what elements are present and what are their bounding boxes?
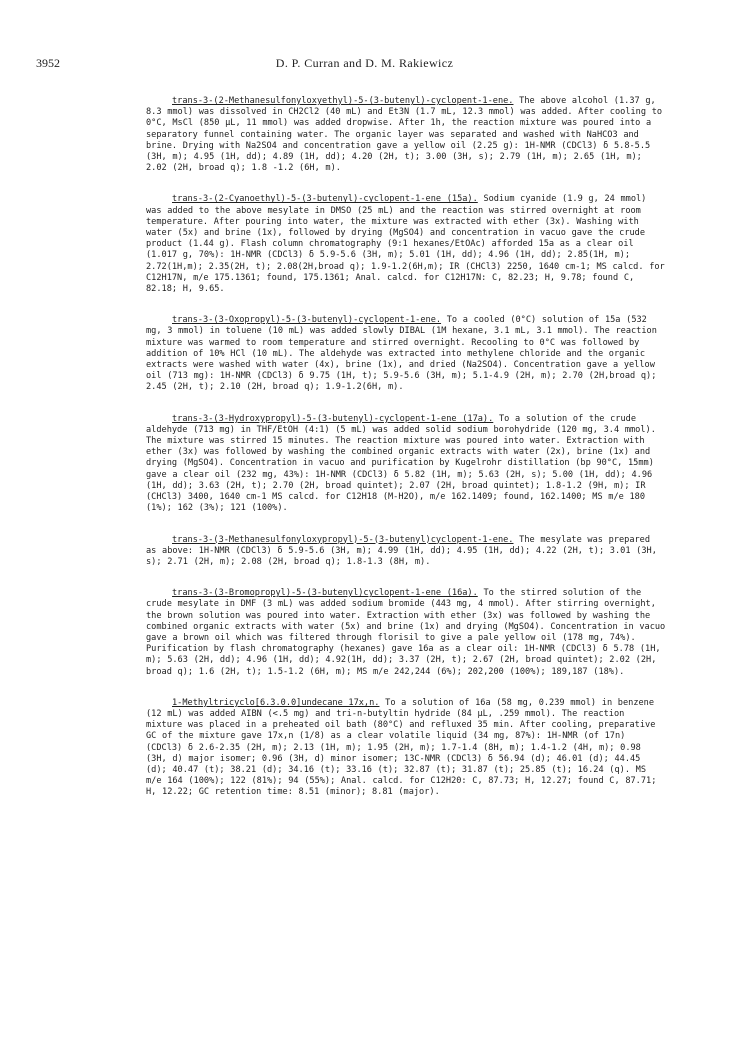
procedure-text: Sodium cyanide (1.9 g, 24 mmol) was added to the above mesylate in DMSO (25 mL) and the reaction was stirred overnight at room temperature. After pouring into water, the mixture was extracted with ether (3x). Washing with water (5x) and brine (1x), followed by drying (MgSO4) and concentration in vacuo gave the crude product (1.44 g). Flash column chromatography (9:1 hexanes/EtOAc) afforded 15a as a clear oil (1.017 g, 70%): 1H-NMR (CDCl3) δ 5.9-5.6 (3H, m); 5.01 (1H, dd); 4.96 (1H, dd); 2.85(1H, m); 2.72(1H,m); 2.35(2H, t); 2.08(2H,broad q); 1.9-1.2(6H,m); IR (CHCl3) 2250, 1640 cm-1; MS calcd. for C12H17N, m/e 175.1361; found, 175.1361; Anal. calcd. for C12H17N: C, 82.23; H, 9.78; found C, 82.18; H, 9.65. bbox=[146, 194, 665, 295]
compound-title: 1-Methyltricyclo[6.3.0.0]undecane 17x,n. bbox=[172, 697, 380, 708]
procedure-paragraph bbox=[146, 194, 666, 295]
procedure-paragraph bbox=[146, 698, 666, 799]
procedure-text: To a solution of the crude aldehyde (713 mg) in THF/EtOH (4:1) (5 mL) was added solid sodium borohydride (120 mg, 3.4 mmol). The mixture was stirred 15 minutes. The reaction mixture was poured into water. Extraction with ether (3x) was followed by washing the combined organic extracts with water (2x), brine (1x) and drying (MgSO4). Concentration in vacuo and purification by Kugelrohr distillation (bp 90°C, 15mm) gave a clear oil (232 mg, 43%): 1H-NMR (CDCl3) δ 5.82 (1H, m); 5.63 (2H, s); 5.00 (1H, dd); 4.96 (1H, dd); 3.63 (2H, t); 2.70 (2H, broad quintet); 2.07 (2H, broad quintet); 1.8-1.2 (9H, m); IR (CHCl3) 3400, 1640 cm-1 MS calcd. for C12H18 (M-H2O), m/e 162.1409; found, 162.1400; MS m/e 180 (1%); 162 (3%); 121 (100%). bbox=[146, 413, 656, 514]
procedure-text: To a solution of 16a (58 mg, 0.239 mmol) in benzene (12 mL) was added AIBN (<.5 mg) and tri-n-butyltin hydride (84 µL, .259 mmol). The reaction mixture was placed in a preheated oil bath (80°C) and refluxed 35 min. After cooling, preparative GC of the mixture gave 17x,n (1/8) as a clear volatile liquid (34 mg, 87%): 1H-NMR (of 17n) (CDCl3) δ 2.6-2.35 (2H, m); 2.13 (1H, m); 1.95 (2H, m); 1.7-1.4 (8H, m); 1.4-1.2 (4H, m); 0.98 (3H, d) major isomer; 0.96 (3H, d) minor isomer; 13C-NMR (CDCl3) δ 56.94 (d); 46.01 (d); 44.45 (d); 40.47 (t); 38.21 (d); 34.16 (t); 33.16 (t); 32.87 (t); 31.87 (t); 25.85 (t); 16.24 (q). MS m/e 164 (100%); 122 (81%); 94 (55%); Anal. calcd. for C12H20: C, 87.73; H, 12.27; found C, 87.71; H, 12.22; GC retention time: 8.51 (minor); 8.81 (major). bbox=[146, 697, 657, 798]
procedure-paragraph bbox=[146, 315, 666, 393]
procedure-text: To a cooled (0°C) solution of 15a (532 mg, 3 mmol) in toluene (10 mL) was added slowly DIBAL (1M hexane, 3.1 mL, 3.1 mmol). The reaction mixture was warmed to room temperature and stirred overnight. Recooling to 0°C was followed by addition of 10% HCl (10 mL). The aldehyde was extracted into methylene chloride and the organic extracts were washed with water (4x), brine (1x), and dried (Na2SO4). Concentration gave a yellow oil (713 mg): 1H-NMR (CDCl3) δ 9.75 (1H, t); 5.9-5.6 (3H, m); 5.1-4.9 (2H, m); 2.70 (2H,broad q); 2.45 (2H, t); 2.10 (2H, broad q); 1.9-1.2(6H, m). bbox=[146, 315, 657, 393]
procedure-paragraph bbox=[146, 535, 666, 569]
procedure-text: The mesylate was prepared as above: 1H-NMR (CDCl3) δ 5.9-5.6 (3H, m); 4.99 (1H, dd); 4.95 (1H, dd); 4.22 (2H, t); 3.01 (3H, s); 2.71 (2H, m); 2.08 (2H, broad q); 1.8-1.3 (8H, m). bbox=[146, 534, 657, 567]
compound-title: trans-3-(3-Methanesulfonyloxypropyl)-5-(3-butenyl)cyclopent-1-ene. bbox=[172, 534, 514, 545]
procedure-text: To the stirred solution of the crude mesylate in DMF (3 mL) was added sodium bromide (443 mg, 4 mmol). After stirring overnight, the brown solution was poured into water. Extraction with ether (3x) was followed by washing the combined organic extracts with water (5x) and brine (1x) and drying (MgSO4). Concentration in vacuo gave a brown oil which was filtered through florisil to give a pale yellow oil (178 mg, 74%). Purification by flash chromatography (hexanes) gave 16a as a clear oil: 1H-NMR (CDCl3) δ 5.78 (1H, m); 5.63 (2H, dd); 4.96 (1H, dd); 4.92(1H, dd); 3.37 (2H, t); 2.67 (2H, broad quintet); 2.02 (2H, broad q); 1.6 (2H, t); 1.5-1.2 (6H, m); MS m/e 242,244 (6%); 202,200 (100%); 189,187 (18%). bbox=[146, 588, 666, 677]
compound-title: trans-3-(3-Bromopropyl)-5-(3-butenyl)cyclopent-1-ene (16a). bbox=[172, 588, 478, 599]
procedure-paragraph bbox=[146, 588, 666, 678]
procedure-paragraph bbox=[146, 414, 666, 515]
running-head-authors: D. P. Curran and D. M. Rakiewicz bbox=[275, 56, 454, 70]
page-header bbox=[36, 56, 637, 72]
procedure-paragraph bbox=[146, 96, 666, 174]
compound-title: trans-3-(2-Methanesulfonyloxyethyl)-5-(3-butenyl)-cyclopent-1-ene. bbox=[172, 96, 514, 106]
compound-title: trans-3-(3-Hydroxypropyl)-5-(3-butenyl)-cyclopent-1-ene (17a). bbox=[172, 413, 494, 424]
compound-title: trans-3-(2-Cyanoethyl)-5-(3-butenyl)-cyclopent-1-ene (15a). bbox=[172, 194, 478, 205]
experimental-section bbox=[146, 96, 666, 799]
compound-title: trans-3-(3-Oxopropyl)-5-(3-butenyl)-cyclopent-1-ene. bbox=[172, 315, 442, 326]
procedure-text: The above alcohol (1.37 g, 8.3 mmol) was dissolved in CH2Cl2 (40 mL) and Et3N (1.7 mL, 12.3 mmol) was added. After cooling to 0°C, MsCl (850 µL, 11 mmol) was added dropwise. After 1h, the reaction mixture was poured into a separatory funnel containing water. The organic layer was separated and washed with NaHCO3 and brine. Drying with Na2SO4 and concentration gave a yellow oil (2.25 g): 1H-NMR (CDCl3) δ 5.8-5.5 (3H, m); 4.95 (1H, dd); 4.89 (1H, dd); 4.20 (2H, t); 3.00 (3H, s); 2.79 (1H, m); 2.65 (1H, m); 2.02 (2H, broad q); 1.8 -1.2 (6H, m). bbox=[146, 96, 663, 174]
page-number: 3952 bbox=[36, 56, 60, 70]
